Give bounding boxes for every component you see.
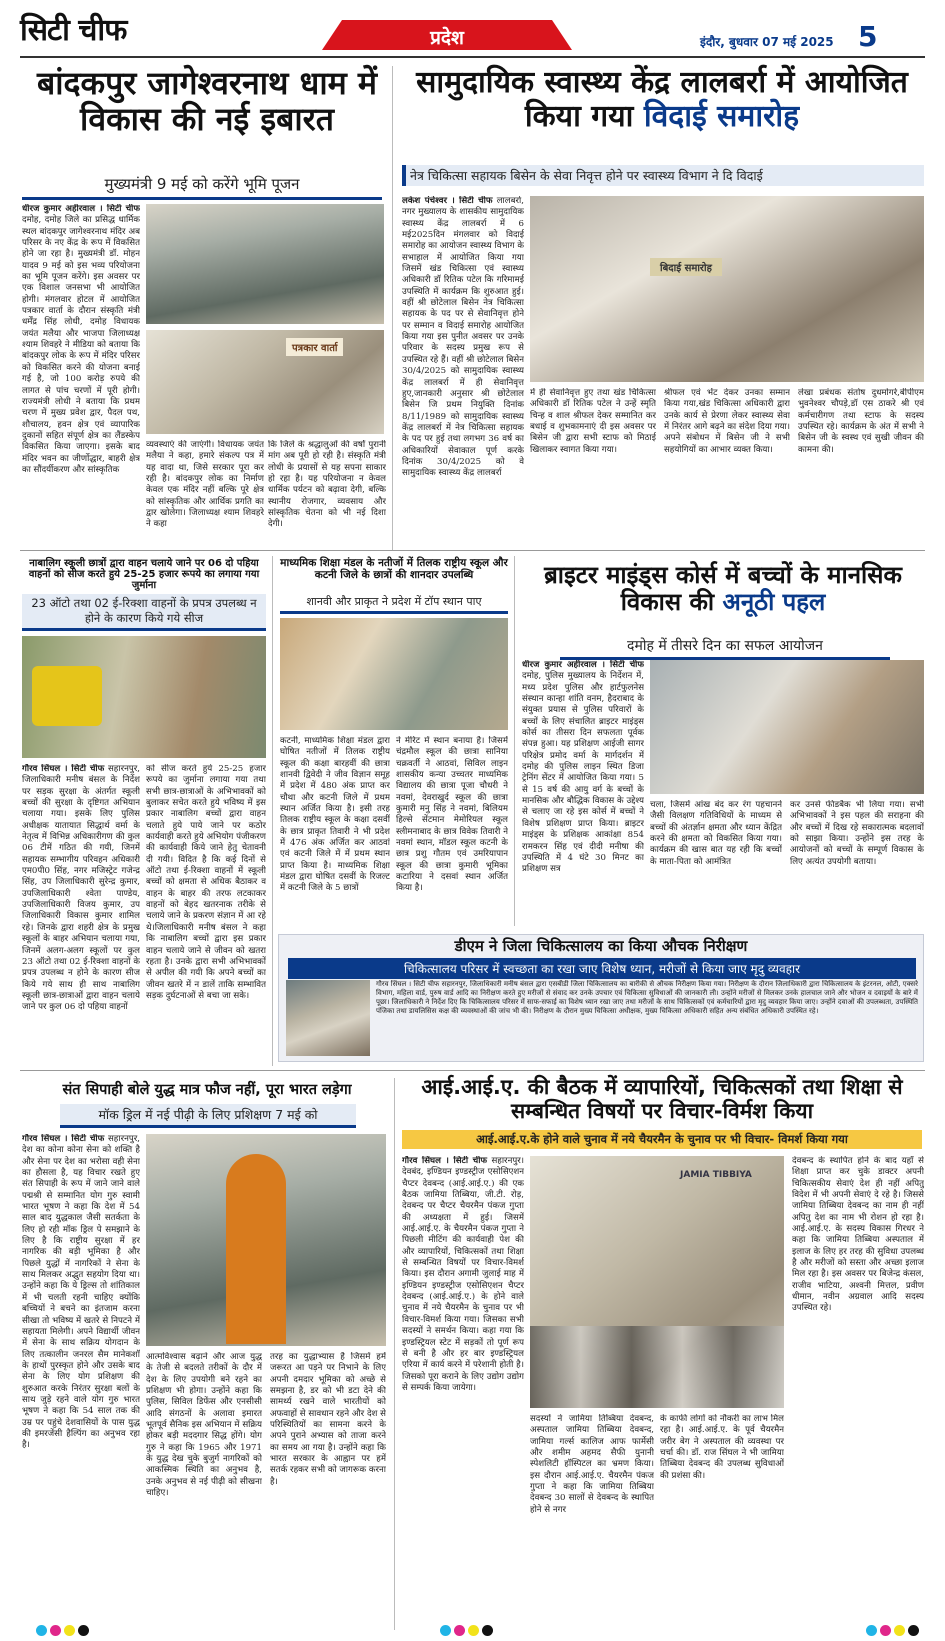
story5-subhead: दमोह में तीसरे दिन का सफल आयोजन — [560, 636, 890, 660]
story8-column-1 — [402, 1156, 524, 1628]
story7-column-2: आत्मविश्वास बढ़ाने और आज युद्ध के तेजी से बदलते तरीकों के दौर में देश के लिए उपयोगी बने रहने का प्रशिक्षण भी होगा। उन्होंने कहा कि पुलिस, सिविल डिफेंस और एनसीसी आदि संगठनों के अलावा इमारत भूतपूर्व सैनिक इस अभियान में सक्रिय होकर बड़ी मददगार सिद्ध होंगे। योग गुरु ने कहा कि 1965 और 1971 के युद्ध देख चुके बुजुर्ग नागरिकों को आकस्मिक स्थिति का अनुभव है, उनके अनुभव से नई पीढ़ी को सीखना चाहिए। — [146, 1352, 262, 1499]
story2-headline — [402, 66, 922, 133]
story8-text-1: सहारनपुर। देवबंद, इण्डियन इण्डस्ट्रीज एसोसिएशन चैप्टर देवबन्द (आई.आई.ए.) की एक बैठक जामिया तिब्बिया, जी.टी. रोड़, देवबन्द पर चैप्टर चैयरमैन पंकज गुप्ता की अध्यक्षता में हुई। जिसमें आई.आई.ए. के चैयरमैन पंकज गुप्ता ने पिछली मीटिंग की कार्यवाही पेश की और व्यापारियों, चिकित्सकों तथा शिक्षा से सम्बन्धित विषयों पर विचार-विमर्श किया। इस दौरान अगामी जुलाई माह में इण्डियन इण्डस्ट्रीज एसोसिएशन चैप्टर देवबन्द (आई.आई.ए.) के होने वाले चुनाव में नये चैयरमैन के चुनाव पर भी विचार-विमर्श किया गया। जिसका सभी सदस्यों ने समर्थन किया। कहा गया कि इण्डस्ट्रियल स्टेट में सड़कों तो पूर्ण रूप से बनी है और हर बार इण्डस्ट्रियल एरिया में कार्य करने में परेशानी होती है। जिसको पूरा कराने के लिए उद्योग उद्योग से सम्पर्क किया जायेगा। — [402, 1156, 524, 1393]
story6-photo-inspection — [286, 980, 370, 1056]
story8-headline: आई.आई.ए. की बैठक में व्यापारियों, चिकित्सकों तथा शिक्षा से सम्बन्धित विषयों पर विचार-विर्मश किया — [421, 1075, 903, 1123]
page-number: 5 — [858, 20, 878, 53]
registration-mark-magenta — [454, 1625, 465, 1636]
story7-column-1 — [22, 1134, 140, 1628]
story7-text-1: सहारनपुर, देश का कोना कोना सेना को शक्ति है और सेना पर देश का भरोसा वही सेना का हौसला है, यह विचार रखते हुए संत सिपाही के रूप में जाने जाने वाले पद्मश्री से सम्मानित योग गुरु स्वामी भारत भूषण ने कहा कि देश में 54 साल बाद युद्धकाल जैसी सतर्कता के लिए हो रही मॉक ड्रिल पे समझाने के लिए है कि राष्ट्रीय सुरक्षा में हर नागरिक की बड़ी भूमिका है और पिछले युद्धों में नागरिकों ने सेना के साथ मिलकर अद्भुत सहयोग दिया था। उन्होंने कहा कि ये ड्रिल्स तो शांतिकाल में भी चलती रहनी चाहिए क्योंकि बच्चियों ने बचने का इंतजाम करना सीखा तो भविष्य में खतरे से निपटने में सहायता मिलेगी। अपने विद्यार्थी जीवन में सेना के साथ सक्रिय योगदान के लिए तत्कालीन जनरल सैम मानेकशॉ के हाथों पुरस्कृत होने और उसके बाद सेना के लिए योग प्रशिक्षण की शुरुआत करके निरंतर सुरक्षा बलों के साथ जुड़े रहने वाले योग गुरु भारत भूषण ने कहा कि 54 साल तक की उम्र पर पहुंचे देशवासियों के पास युद्ध की इमरजेंसी हैल्पिंग का अनुभव रहा है। — [22, 1134, 140, 1451]
story8-building-sign: JAMIA TIBBIYA — [680, 1170, 752, 1180]
story7-subhead: मॉक ड्रिल में नई पीढ़ी के लिए प्रशिक्षण 7 मई को — [60, 1104, 356, 1128]
dateline: इंदौर, बुधवार 07 मई 2025 — [700, 35, 834, 49]
story6-subhead: चिकित्सालय परिसर में स्वच्छता का रखा जाए विशेष ध्यान, मरीजों से किया जाए मृदु व्यवहार — [288, 958, 916, 979]
story5-headline — [522, 562, 924, 616]
registration-mark-yellow — [894, 1625, 905, 1636]
story5-text-1: दमोह, पुलिस मुख्यालय के निर्देशन में, मध्य प्रदेश पुलिस और हार्टफुलनेस संस्थान कान्हा शांति वनम, हैदराबाद के संयुक्त प्रयास से पुलिस परिवारों के बच्चों के लिए संचालित ब्राइटर माइंड्स कोर्स का तीसरा दिन सफलता पूर्वक संपन्न हुआ। यह प्रशिक्षण आईजी सागर परिक्षेत्र प्रमोद वर्मा के मार्गदर्शन में दमोह की पुलिस लाइन स्थित डिजा ट्रेनिंग सेंटर में आयोजित किया गया। 5 से 15 वर्ष की आयु वर्ग के बच्चों के मानसिक और बौद्धिक विकास के उद्देश्य से चलाए जा रहे इस कोर्स में बच्चों ने विशेष प्रशिक्षण प्राप्त किया। ब्राइटर माइंड्स के प्रशिक्षक आकांक्षा 854 रामकरन सिंह एवं दीदी मनीषा की उपस्थिति में 4 घंटे 30 मिनट का प्रशिक्षण सत्र — [522, 671, 644, 875]
brand-logo: सिटी चीफ — [20, 13, 127, 48]
divider — [20, 1070, 925, 1071]
story1-photo-meeting — [146, 204, 384, 324]
story8-subhead: आई.आई.ए.के होने वाले चुनाव में नये चैयरमैन के चुनाव पर भी विचार- विमर्श किया गया — [402, 1130, 922, 1149]
story8-column-4: देवबन्द के स्थापित होने के बाद यहाँ से शिक्षा प्राप्त कर चुके डाक्टर अपनी चिकित्सकीय सेवाएं देश ही नहीं अपितु विदेश में भी अपनी सेवाएं दे रहे है। जिससे जामिया तिब्बिया देवबन्द का नाम ही नहीं अपितु देश का नाम भी रोशन हो रहा है। आई.आई.ए. के सदस्य विकास गिरधर ने कहा कि जामिया तिब्बिया अस्पताल में इलाज के लिए हर तरह की सुविधा उपलब्ध है और मरीजों को सस्ता और अच्छा इलाज मिल रहा है। इस अवसर पर बिजेन्द्र कंसल, राजीव भाटिया, अश्वनी मित्तल, प्रवीण धीमान, नवीन अग्रवाल आदि सदस्य उपस्थित रहे। — [792, 1156, 924, 1314]
registration-mark-yellow — [468, 1625, 479, 1636]
auto-rickshaw-shape — [32, 666, 102, 726]
story1-byline: धीरज कुमार अहीरवाल । सिटी चीफ — [22, 204, 140, 214]
story1-text-1: दमोह, दमोह जिले का प्रसिद्ध धार्मिक स्थल बांदकपुर जागेश्वरनाथ मंदिर अब परिसर के नए केंद्र के रूप में विकसित होने जा रहा है। मुख्यमंत्री डॉ. मोहन यादव 9 मई को इस भव्य परियोजना का भूमि पूजन करेंगे। इस अवसर पर एक विशाल जनसभा भी आयोजित होगी। मंगलवार होटल में आयोजित पत्रकार वार्ता के दौरान संस्कृति मंत्री धर्मेंद्र सिंह लोधी, दमोह विधायक जयंत मलैया और भाजपा जिलाध्यक्ष श्याम शिवहरे ने मीडिया को बताया कि बांदकपुर लोक के रूप में मंदिर परिसर को विकसित करने की योजना बनाई गई है, जो 100 करोड़ रुपये की लागत से पांच चरणों में पूरी होगी। राज्यमंत्री लोधी ने बताया कि प्रथम चरण में मुख्य प्रवेश द्वार, पैदल पथ, शौचालय, हवन क्षेत्र एवं व्यापारिक दुकानों सहित संपूर्ण क्षेत्र का लैंडस्केप विकसित किया जाएगा। इसके बाद मंदिर भवन का जीर्णोद्धार, बाहरी क्षेत्र का सौंदर्यीकरण और सांस्कृतिक — [22, 215, 140, 475]
story4-column-1: कटनी, माध्यमिक शिक्षा मंडल द्वारा घोषित नतीजों में तिलक राष्ट्रीय स्कूल की कक्षा बारहवीं की छात्रा शानवी द्विवेदी ने जीव विज्ञान समूह में प्रदेश में 480 अंक प्राप्त कर चौथा और कटनी जिले में प्रथम स्थान अर्जित किया है। इसी तरह तिलक राष्ट्रीय स्कूल के कक्षा दसवीं के छात्र प्राकृत तिवारी ने भी प्रदेश में 476 अंक अर्जित कर आठवां एवं कटनी जिले में में प्रथम स्थान प्राप्त किया है। माध्यमिक शिक्षा मंडल द्वारा घोषित दसवीं के रिजल्ट में कटनी जिले के 5 छात्रों — [280, 736, 390, 894]
registration-mark-magenta — [880, 1625, 891, 1636]
story1-photo-press-conference — [146, 330, 384, 434]
story5-headline-text: ब्राइटर माइंड्स कोर्स में बच्चों के मानसिक विकास की — [544, 561, 902, 616]
story1-headline: बांदकपुर जागेश्वरनाथ धाम में विकास की नई इबारत — [36, 64, 378, 138]
story1-subhead: मुख्यमंत्री 9 मई को करेंगे भूमि पूजन — [22, 174, 382, 200]
divider — [272, 556, 273, 1066]
story2-headline-highlight: विदाई समारोह — [643, 98, 800, 134]
story2-column-2: में ही सेवानिवृत्त हुए तथा खंड चिकित्सा अधिकारी डॉ रितिक पटेल ने उन्हें स्मृति चिन्ह व शाल श्रीफल देकर सम्मानित कर बधाई व शुभकामनाएं दी इस अवसर पर बिसेन जी द्वारा सभी स्टाफ को मिठाई खिलाकर स्वागत किया गया। — [530, 388, 656, 455]
story7-photo-drill — [146, 1134, 386, 1346]
story3-text-1: सहारनपुर, जिलाधिकारी मनीष बंसल के निर्देश पर सड़क सुरक्षा के अंतर्गत स्कूली बच्चों की सुरक्षा के दृष्टिगत अभियान चलाया गया। इसके लिए पुलिस अधीक्षक यातायात सिद्धार्थ वर्मा के नेतृत्व में विभिन्न अधिकारीगण की कुल 06 टीमें गठित की गयी, जिनमें सहायक सम्भागीय परिवहन अधिकारी एम0पी0 सिंह, नगर मजिस्ट्रेट गजेन्द्र सिंह, उप जिलाधिकारी सुरेन्द्र कुमार, उपजिलाधिकारी श्वेता पाण्डेय, उपजिलाधिकारी विजय कुमार, उप जिलाधिकारी विकास कुमार शामिल रहे। जिनके द्वारा शहरी क्षेत्र के प्रमुख स्कूलों के बाहर अभियान चलाया गया, जिनमें अलग-अलग स्कूलों पर कुल 23 ऑटो तथा 02 ई-रिक्शा वाहनों के प्रपत्र उपलब्ध न होने के कारण सीज किये गये साथ ही साथ नाबालिग स्कूली छात्र-छात्राओं द्वारा वाहन चलाये जाने पर कुल 06 दो पहिया वाहनों — [22, 764, 140, 1013]
story3-headline: नाबालिग स्कूली छात्रों द्वारा वाहन चलाये जाने पर 06 दो पहिया वाहनों को सीज करते हुये 25-25 हजार रूपये का लगाया गया जुर्माना — [28, 558, 260, 592]
story2-text-1: लालबर्रा, नगर मुख्यालय के शासकीय सामुदायिक स्वास्थ्य केंद्र लालबर्रा में 6 मई2025दिन मंगलवार को विदाई समारोह का आयोजन स्वास्थ्य विभाग के सभाहाल में आयोजित किया गया जिसमें खंड चिकित्सा एवं स्वास्थ्य अधिकारी डॉ रितिक पटेल कि गरिमामई उपस्थिति में कार्यक्रम कि शुरुआत हुई। वहीं श्री छोटेलाल बिसेन नेत्र चिकित्सा सहायक के पद पर से सेवानिवृत्त होने पर सम्मान व विदाई समारोह आयोजित किया गया इस पुनीत अवसर पर उनके परिवार के सदस्य प्रमुख रूप से उपस्थित रहे हैं। वहीं श्री छोटेलाल बिसेन 30/4/2025 को सामुदायिक स्वास्थ्य केंद्र लालबर्रा में ही सेवानिवृत्त हुए,जानकारी अनुसार श्री छोटेलाल बिसेन जि प्रथम नियुक्ति दिनांक 8/11/1989 को सामुदायिक स्वास्थ्य केंद्र लालबर्रा में नेत्र चिकित्सा सहायक के पद पर हुई तथा लगभग 36 वर्ष का अधिकारियों सेवाकाल पूर्ण करके दिनांक 30/4/2025 को वे सामुदायिक स्वास्थ्य केंद्र लालबर्रा — [402, 196, 524, 479]
story1-column-1 — [22, 204, 140, 540]
story7-headline: संत सिपाही बोले युद्ध मात्र फौज नहीं, पूरा भारत लड़ेगा — [62, 1082, 352, 1098]
story2-banner: बिदाई समारोह — [650, 258, 722, 276]
story8-column-2: सदस्यों ने जामिया तिब्बिया देवबन्द, अस्पताल जामिया तिब्बिया देवबन्द, जामिया गर्ल्स कालिज आफ फार्मेसी और शमीम अहमद सैफी युनानी स्पेशलिटी हॉस्पिटल का भ्रमण किया। इस दौरान आई.आई.ए. चैयरमैन पंकज गुप्ता ने कहा कि जामिया तिब्बिया देवबन्द 30 सालों से देवबन्द के स्थापित होने से नगर — [530, 1414, 654, 1515]
section-label: प्रदेश — [430, 27, 464, 49]
divider — [392, 66, 393, 550]
story2-subhead: नेत्र चिकित्सा सहायक बिसेन के सेवा निवृत्त होने पर स्वास्थ्य विभाग ने दि विदाई — [402, 165, 924, 186]
story3-column-1 — [22, 764, 140, 1060]
story5-headline-highlight: अनूठी पहल — [722, 587, 826, 616]
registration-mark-cyan — [36, 1625, 47, 1636]
story6-headline: डीएम ने जिला चिकित्सालय का किया औचक निरीक्षण — [454, 937, 748, 955]
story5-column-2: चला, जिसमें आंख बंद कर रंग पहचानने जैसी विलक्षण गतिविधियों के माध्यम से बच्चों की अंतर्ज्ञान क्षमता और ध्यान केंद्रित करने की क्षमता को विकसित किया गया। कार्यक्रम की खास बात यह रही कि बच्चों के माता-पिता को आमंत्रित — [650, 800, 782, 867]
story5-column-3: कर उनसे फीडबैक भी लिया गया। सभी अभिभावकों ने इस पहल की सराहना की और बच्चों में दिख रहे सकारात्मक बदलावों को साझा किया। उन्होंने इस तरह के आयोजनों को बच्चों के सम्पूर्ण विकास के लिए अत्यंत उपयोगी बताया। — [790, 800, 924, 867]
story2-column-3: श्रीफल एवं भेंट देकर उनका सम्मान किया गया,खंड चिकित्सा अधिकारी द्वारा उनके कार्य से प्रेरणा लेकर स्वास्थ्य सेवा में निरंतर आगे बढ़ने का संदेश दिया गया। अपने संबोधन में बिसेन जी ने सभी सहयोगियों का आभार व्यक्त किया। — [664, 388, 790, 455]
story7-column-3: तरह का युद्धाभ्यास है जिसमें हमें जरूरत आ पड़ने पर निभाने के लिए अपनी दमदार भूमिका को अच्छे से समझना है, डर को भी डटा देने की सामर्थ्य रखने वाले भारतीयों को अफवाहों से सावधान रहने और देश से परिस्थितियों का सामना करने के अपने पुराने अभ्यास को ताजा करने का समय आ गया है। उन्होंने कहा कि भारत सरकार के आह्वान पर हमें सतर्क रहकर सभी को जागरूक करना है। — [270, 1352, 386, 1487]
story1-column-3: कि जिले के श्रद्धालुओं की वर्षों पुरानी मांग अब पूरी हो रही है। संस्कृति मंत्री लोधी के प्रयासों से यह सपना साकार हो रहा है। यह परियोजना न केवल धार्मिक पर्यटन को बढ़ावा देगी, बल्कि स्थानीय रोजगार, व्यवसाय और सांस्कृतिक चेतना को भी नई दिशा देगी। — [268, 440, 386, 530]
story3-photo-vehicles — [22, 636, 266, 758]
story2-headline-text: सामुदायिक स्वास्थ्य केंद्र लालबर्रा में आयोजित किया गया — [416, 65, 908, 134]
story4-subhead: शानवी और प्राकृत ने प्रदेश में टॉप स्थान पाए — [280, 594, 508, 614]
story6-body: गौरव सिंघल । सिटी चीफ सहारनपुर, जिलाधिकारी मनीष बंसल द्वारा एसबीडी जिला चिकित्सालय का बारीकी से औचक निरीक्षण किया गया। निरीक्षण के दौरान जिलाधिकारी द्वारा चिकित्सालय के इंटरनल, ओटी, एक्सरे विभाग, महिला वार्ड, पुरुष वार्ड आदि का निरीक्षण करते हुए मरीजों से संवाद कर उनके उपचार एवं चिकित्सा सुविधाओं की जानकारी ली। उन्होंने मरीजों से मिलकर उनके हालचाल जाने और भोजन व दवाइयों के बारे में पूछा। जिलाधिकारी ने निर्देश दिए कि चिकित्सालय परिसर में साफ-सफाई का विशेष ध्यान रखा जाए तथा मरीजों के साथ चिकित्सकों एवं कर्मचारियों द्वारा मृदु व्यवहार किया जाए। उन्होंने दवाओं की उपलब्धता, उपस्थिति पंजिका तथा डायलिसिस कक्ष की व्यवस्थाओं की जांच भी की। निरीक्षण के दौरान मुख्य चिकित्सा अधीक्षक, मुख्य चिकित्सा अधिकारी सहित अन्य संबंधित अधिकारी उपस्थित रहे। — [376, 980, 918, 1015]
masthead-rule — [20, 56, 925, 58]
story2-column-4: लेखा प्रबंधक संतोष दुधमोगरे,बीपीएम भुवनेश्वर चौपड़े,डॉ एस ठाकरे श्री एवं कर्मचारीगण तथा स्टाफ के सदस्य उपस्थित रहे। कार्यक्रम के अंत में सभी ने बिसेन जी के स्वस्थ एवं सुखी जीवन की कामना की। — [798, 388, 924, 455]
story5-photo-children — [650, 660, 924, 794]
story3-column-2: को सीज करते हुये 25-25 हजार रूपये का जुर्माना लगाया गया तथा सभी छात्र-छात्राओं के अभिभावकों को बुलाकर सचेत करते हुये भविष्य में इस प्रकार नाबालिग बच्चों द्वारा वाहन चलाते हुये पाये जाने पर कठोर कार्यवाही करते हुये अभियोग पंजीकरण की कार्यवाही किये जाने हेतु चेतावनी दी गयी। विदित है कि कई दिनों से ऑटो तथा ई-रिक्शा वाहनों में स्कूली बच्चों को क्षमता से अधिक बैठाकर व वाहन के बाहर की तरफ लटकाकर वाहनों को बेहद खतरनाक तरीके से चलाये जाने के प्रकरण संज्ञान में आ रहे थे।जिलाधिकारी मनीष बंसल ने कहा कि नाबालिग बच्चों द्वारा इस प्रकार वाहन चलाये जाने से जीवन को खतरा रहता है। उनके द्वारा सभी अभिभावकों से अपील की गयी कि अपने बच्चों का जीवन खतरे में न डालें ताकि सम्भावित सड़क दुर्घटनाओं से बचा जा सके। — [146, 764, 266, 1001]
story1-column-2: व्यवस्थाएं की जाएंगी। विधायक जयंत मलैया ने कहा, हमारे संकल्प पत्र में यह वादा था, जिसे सरकार पूरा कर रही है। बांदकपुर लोक का निर्माण केवल एक मंदिर नहीं बल्कि पूरे क्षेत्र को सांस्कृतिक और आर्थिक प्रगति का द्वार खोलेगा। जिलाध्यक्ष श्याम शिवहरे ने कहा — [146, 440, 264, 530]
registration-mark-black — [482, 1625, 493, 1636]
registration-mark-magenta — [50, 1625, 61, 1636]
story2-column-1 — [402, 196, 524, 540]
registration-mark-yellow — [64, 1625, 75, 1636]
saffron-robe-shape — [226, 1154, 286, 1344]
divider — [394, 1078, 395, 1630]
story5-column-1 — [522, 660, 644, 926]
story8-byline: गौरव सिंघल । सिटी चीफ — [402, 1156, 488, 1166]
registration-mark-black — [78, 1625, 89, 1636]
story1-photo-sign: पत्रकार वार्ता — [286, 338, 343, 356]
group-of-people-shape — [530, 1326, 784, 1408]
story7-byline: गौरव सिंघल । सिटी चीफ — [22, 1134, 105, 1144]
story2-byline: लकेश पंचेश्वर । सिटी चीफ — [402, 196, 493, 206]
registration-mark-black — [908, 1625, 919, 1636]
story5-byline: धीरज कुमार अहीरवाल । सिटी चीफ — [522, 660, 644, 670]
divider — [20, 550, 925, 551]
divider — [514, 556, 515, 926]
story2-photo-group — [530, 196, 924, 382]
story4-photo-students — [280, 618, 508, 730]
story8-column-3: के काफी लोगों को नौकरी का लाभ मिल रहा है। आई.आई.ए. के पूर्व चैयरमैन जरीर बेग ने अस्पताल की व्यवस्था पर चर्चा की। डॉ. राज सिंघल ने भी जामिया तिब्बिया देवबन्द की उपलब्ध सुविधाओं की प्रशंसा की। — [660, 1414, 784, 1481]
registration-mark-cyan — [440, 1625, 451, 1636]
story4-headline: माध्यमिक शिक्षा मंडल के नतीजों में तिलक राष्ट्रीय स्कूल और कटनी जिले के छात्रों की शानदार उपलब्धि — [280, 557, 508, 581]
story8-photo-building — [530, 1156, 784, 1408]
story4-column-2: ने मेरिट में स्थान बनाया है। जिसमें चंद्रमौल स्कूल की छात्रा सानिया चक्रवर्ती ने आठवां, सिविल लाइन शासकीय कन्या उच्चतर माध्यमिक विद्यालय की छात्रा पूजा चौधरी ने नवमां, देवराखुर्द स्कूल की छात्रा कुमारी मनु सिंह ने नवमां, बिलियम हिल्से सेंटमान मेमोरियल स्कूल स्लीमनाबाद के छात्र विवेक तिवारी ने नवमां स्थान, मॉडल स्कूल कटनी के छात्र प्रशु गौतम एवं उमरियापान स्कूल की छात्रा कुमारी भूमिका कटारिया ने दसवां स्थान अर्जित किया है। — [396, 736, 508, 894]
registration-mark-cyan — [866, 1625, 877, 1636]
story3-byline: गौरव सिंघल । सिटी चीफ — [22, 764, 105, 774]
story3-subhead: 23 ऑटो तथा 02 ई-रिक्शा वाहनों के प्रपत्र उपलब्ध न होने के कारण किये गये सीज — [22, 594, 266, 631]
